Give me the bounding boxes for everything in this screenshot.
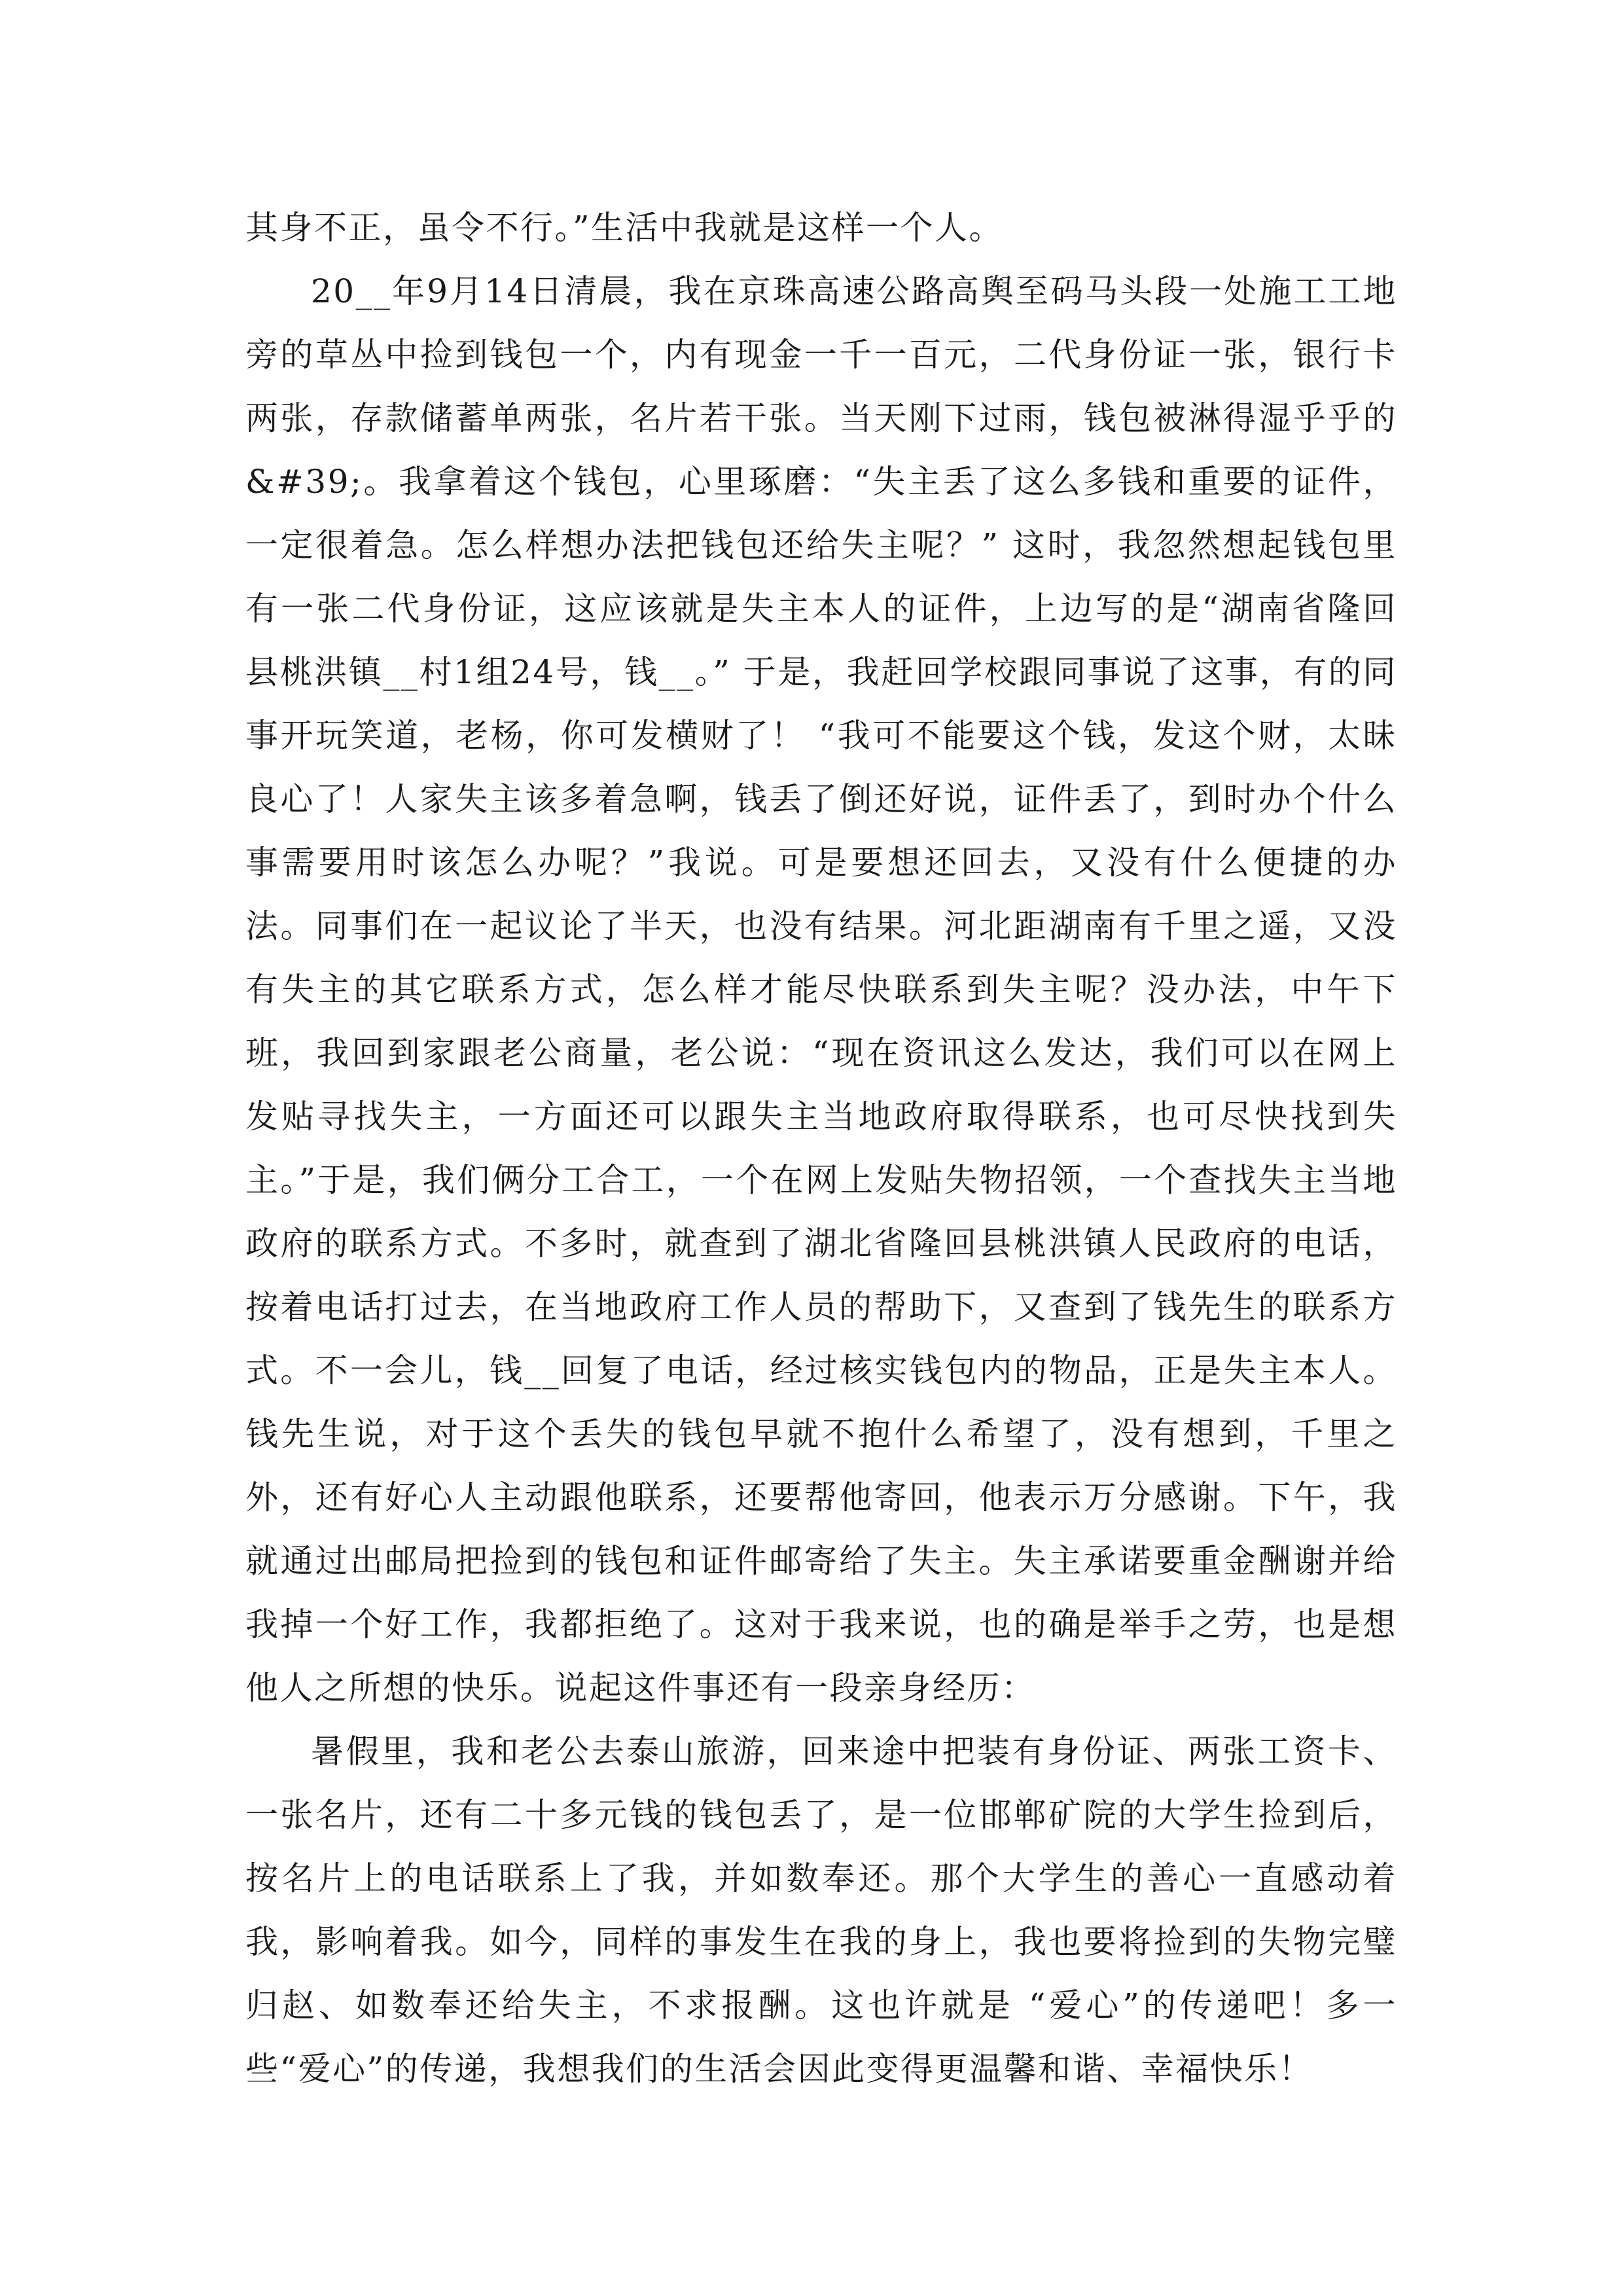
paragraph-found-wallet: 20__年9月14日清晨，我在京珠高速公路高舆至码马头段一处施工工地旁的草丛中捡到钱包一个，内有现金一千一百元，二代身份证一张，银行卡两张，存款储蓄单两张，名片若干张。当天刚下过雨，钱包被淋得湿乎乎的&#39;。我拿着这个钱包，心里琢磨：“失主丢了这么多钱和重要的证件，一定很着急。怎么样想办法把钱包还给失主呢？” 这时，我忽然想起钱包里有一张二代身份证，这应该就是失主本人的证件，上边写的是“湖南省隆回县桃洪镇__村1组24号，钱__。” 于是，我赶回学校跟同事说了这事，有的同事开玩笑道，老杨，你可发横财了！ “我可不能要这个钱，发这个财，太昧良心了！人家失主该多着急啊，钱丢了倒还好说，证件丢了，到时办个什么事需要用时该怎么办呢？”我说。可是要想还回去，又没有什么便捷的办法。同事们在一起议论了半天，也没有结果。河北距湖南有千里之遥，又没有失主的其它联系方式，怎么样才能尽快联系到失主呢？没办法，中午下班，我回到家跟老公商量，老公说：“现在资讯这么发达，我们可以在网上发贴寻找失主，一方面还可以跟失主当地政府取得联系，也可尽快找到失主。”于是，我们俩分工合工，一个在网上发贴失物招领，一个查找失主当地政府的联系方式。不多时，就查到了湖北省隆回县桃洪镇人民政府的电话，按着电话打过去，在当地政府工作人员的帮助下，又查到了钱先生的联系方式。不一会儿，钱__回复了电话，经过核实钱包内的物品，正是失主本人。钱先生说，对于这个丢失的钱包早就不抱什么希望了，没有想到，千里之外，还有好心人主动跟他联系，还要帮他寄回，他表示万分感谢。下午，我就通过出邮局把捡到的钱包和证件邮寄给了失主。失主承诺要重金酬谢并给我掉一个好工作，我都拒绝了。这对于我来说，也的确是举手之劳，也是想他人之所想的快乐。说起这件事还有一段亲身经历： <box>245 272 1397 1707</box>
body-text <box>245 196 1397 2101</box>
paragraph-continuation: 其身不正，虽令不行。”生活中我就是这样一个人。 <box>245 209 1004 247</box>
paragraph-summer-trip: 暑假里，我和老公去泰山旅游，回来途中把装有身份证、两张工资卡、一张名片，还有二十多元钱的钱包丢了，是一位邯郸矿院的大学生捡到后，按名片上的电话联系上了我，并如数奉还。那个大学生的善心一直感动着我，影响着我。如今，同样的事发生在我的身上，我也要将捡到的失物完璧归赵、如数奉还给失主，不求报酬。这也许就是 “爱心”的传递吧！多一些“爱心”的传递，我想我们的生活会因此变得更温馨和谐、幸福快乐！ <box>245 1732 1397 2088</box>
